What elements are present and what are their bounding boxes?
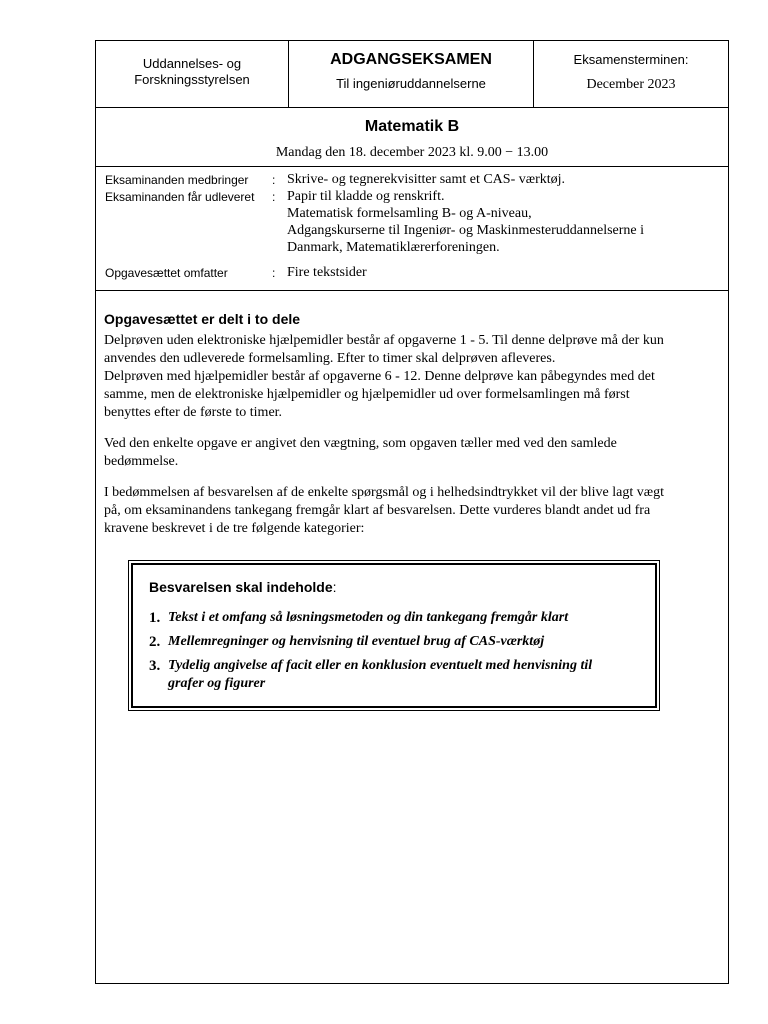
- paragraph-line: på, om eksaminandens tankegang fremgår klart af besvarelsen. Dette vurderes blandt andet ud fra: [104, 503, 651, 518]
- requirement-line: grafer og figurer: [168, 676, 266, 691]
- requirement-line: Tekst i et omfang så løsningsmetoden og din tankegang fremgår klart: [168, 610, 569, 625]
- agency-cell: [96, 41, 289, 107]
- info-value-line: Papir til kladde og renskrift.: [287, 189, 445, 204]
- info-value: [287, 188, 707, 256]
- info-label: Eksaminanden får udleveret: [105, 190, 255, 204]
- paragraph-line: I bedømmelsen af besvarelsen af de enkelte spørgsmål og i helhedsindtrykket vil der blive lagt vægt: [104, 485, 664, 500]
- requirement-text: [168, 633, 544, 651]
- requirement-number: 3.: [149, 658, 161, 674]
- paragraph-line: Delprøven uden elektroniske hjælpemidler består af opgaverne 1 - 5. Til denne delprøve må der kun: [104, 333, 664, 348]
- info-value-line: Adgangskurserne til Ingeniør- og Maskinmesteruddannelserne i: [287, 223, 645, 238]
- exam-subtitle: Til ingeniøruddannelserne: [336, 76, 486, 91]
- info-value-line: Matematisk formelsamling B- og A-niveau,: [287, 206, 532, 221]
- info-label: Opgavesættet omfatter: [105, 266, 228, 280]
- info-colon: :: [272, 190, 276, 204]
- paragraph-line: anvendes den udleverede formelsamling. Efter to timer skal delprøven afleveres.: [104, 351, 556, 366]
- requirement-number: 1.: [149, 610, 161, 626]
- info-value: [287, 171, 707, 188]
- requirement-text: [168, 657, 592, 693]
- section-heading: Opgavesættet er delt i to dele: [104, 311, 301, 327]
- subject-row: [96, 107, 728, 167]
- requirements-title-text: Besvarelsen skal indeholde: [149, 579, 333, 595]
- subject-title: Matematik B: [364, 118, 460, 135]
- exam-info-section: [96, 166, 728, 291]
- paragraph-line: benyttes efter de første to timer.: [104, 405, 283, 420]
- agency-line-1: Uddannelses- og: [142, 56, 242, 71]
- info-colon: :: [272, 173, 276, 187]
- info-colon: :: [272, 266, 276, 280]
- header-row: [96, 41, 728, 108]
- paragraph-weighting: [104, 435, 728, 471]
- requirement-line: Mellemregninger og henvisning til eventuel brug af CAS-værktøj: [168, 634, 545, 649]
- requirements-box-inner: [131, 563, 657, 708]
- paragraph-line: kravene beskrevet i de tre følgende kategorier:: [104, 521, 365, 536]
- term-cell: [534, 41, 728, 107]
- requirements-title: [149, 578, 337, 596]
- paragraph-line: Delprøven med hjælpemidler består af opgaverne 6 - 12. Denne delprøve kan påbegyndes med det: [104, 369, 655, 384]
- info-value: [287, 264, 707, 281]
- requirement-line: Tydelig angivelse af facit eller en konklusion eventuelt med henvisning til: [168, 658, 593, 673]
- exam-datetime: Mandag den 18. december 2023 kl. 9.00 − 13.00: [275, 145, 549, 160]
- requirement-number: 2.: [149, 634, 161, 650]
- info-value-line: Danmark, Matematiklærerforeningen.: [287, 240, 500, 255]
- paragraph-parts: [104, 332, 728, 422]
- paragraph-assessment: [104, 484, 728, 538]
- info-value-line: Fire tekstsider: [287, 265, 367, 280]
- requirements-box: [128, 560, 660, 711]
- exam-title: ADGANGSEKSAMEN: [330, 51, 492, 68]
- paragraph-line: samme, men de elektroniske hjælpemidler og hjælpemidler ud over formelsamlingen må først: [104, 387, 630, 402]
- paragraph-line: Ved den enkelte opgave er angivet den vægtning, som opgaven tæller med ved den samlede: [104, 436, 617, 451]
- agency-line-2: Forskningsstyrelsen: [134, 72, 250, 87]
- requirement-text: [168, 609, 568, 627]
- term-value: December 2023: [586, 77, 676, 92]
- info-label: Eksaminanden medbringer: [105, 173, 249, 187]
- requirements-title-colon: :: [332, 579, 337, 595]
- info-value-line: Skrive- og tegnerekvisitter samt et CAS- værktøj.: [287, 172, 566, 187]
- term-label: Eksamensterminen:: [573, 52, 689, 67]
- paragraph-line: bedømmelse.: [104, 454, 179, 469]
- exam-cell: [289, 41, 534, 107]
- exam-cover-page: [95, 40, 729, 984]
